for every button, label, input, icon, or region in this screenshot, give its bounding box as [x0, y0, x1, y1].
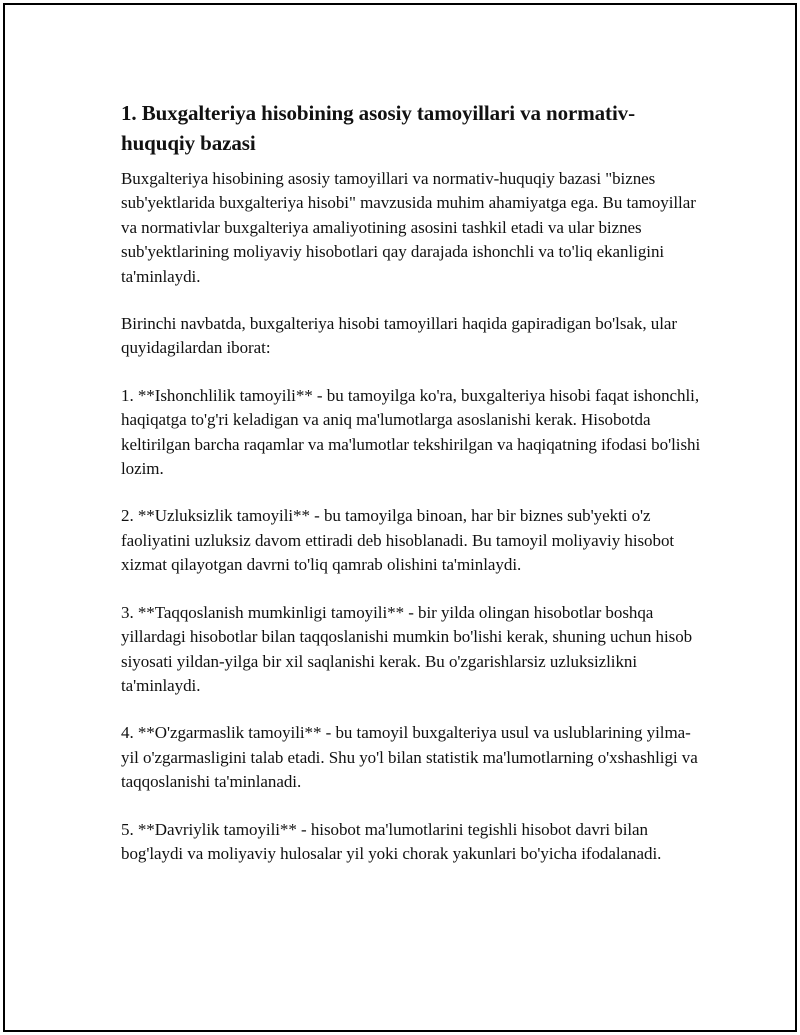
principle-comparability-paragraph: 3. **Taqqoslanish mumkinligi tamoyili** - bir yilda olingan hisobotlar boshqa yillardagi hisobotlar bilan taqqoslanishi mumkin bo'lishi kerak, shuning uchun hisob siyosati yildan-yilga bir xil saqlanishi kerak. Bu o'zgarishlarsiz uzluksizlikni ta'minlaydi. [121, 602, 693, 695]
intro-paragraph: Buxgalteriya hisobining asosiy tamoyillari va normativ-huquqiy bazasi "biznes sub'yektlarida buxgalteriya hisobi" mavzusida muhim ahamiyatga ega. Bu tamoyillar va normativlar buxgalteriya amaliyotining asosini tashkil etadi va ular biznes sub'yektlarining moliyaviy hisobotlari qay darajada ishonchli va to'liq ekanligini ta'minlaydi. [121, 169, 696, 286]
page-frame [3, 3, 797, 1032]
principle-consistency-paragraph: 4. **O'zgarmaslik tamoyili** - bu tamoyil buxgalteriya usul va uslublarining yilma-yil o'zgarmasligini talab etadi. Shu yo'l bilan statistik ma'lumotlarning o'xshashligi va taqqoslanishi ta'minlanadi. [121, 723, 698, 792]
principles-lead-paragraph: Birinchi navbatda, buxgalteriya hisobi tamoyillari haqida gapiradigan bo'lsak, ular quyidagilardan iborat: [121, 314, 677, 358]
document-body [121, 98, 701, 889]
principle-reliability-paragraph: 1. **Ishonchlilik tamoyili** - bu tamoyilga ko'ra, buxgalteriya hisobi faqat ishonchli, haqiqatga to'g'ri keladigan va aniq ma'lumotlarga asoslanishi kerak. Hisobotda keltirilgan barcha raqamlar va ma'lumotlar tekshirilgan va haqiqatning ifodasi bo'lishi lozim. [121, 385, 701, 479]
document-title: 1. Buxgalteriya hisobining asosiy tamoyillari va normativ-huquqiy bazasi [121, 101, 635, 155]
principle-continuity-paragraph: 2. **Uzluksizlik tamoyili** - bu tamoyilga binoan, har bir biznes sub'yekti o'z faoliyatini uzluksiz davom ettiradi deb hisoblanadi. Bu tamoyil moliyaviy hisobot xizmat qilayotgan davrni to'liq qamrab olishini ta'minlaydi. [121, 506, 675, 575]
principle-periodicity-paragraph: 5. **Davriylik tamoyili** - hisobot ma'lumotlarini tegishli hisobot davri bilan bog'laydi va moliyaviy hulosalar yil yoki chorak yakunlari bo'yicha ifodalanadi. [121, 819, 662, 863]
